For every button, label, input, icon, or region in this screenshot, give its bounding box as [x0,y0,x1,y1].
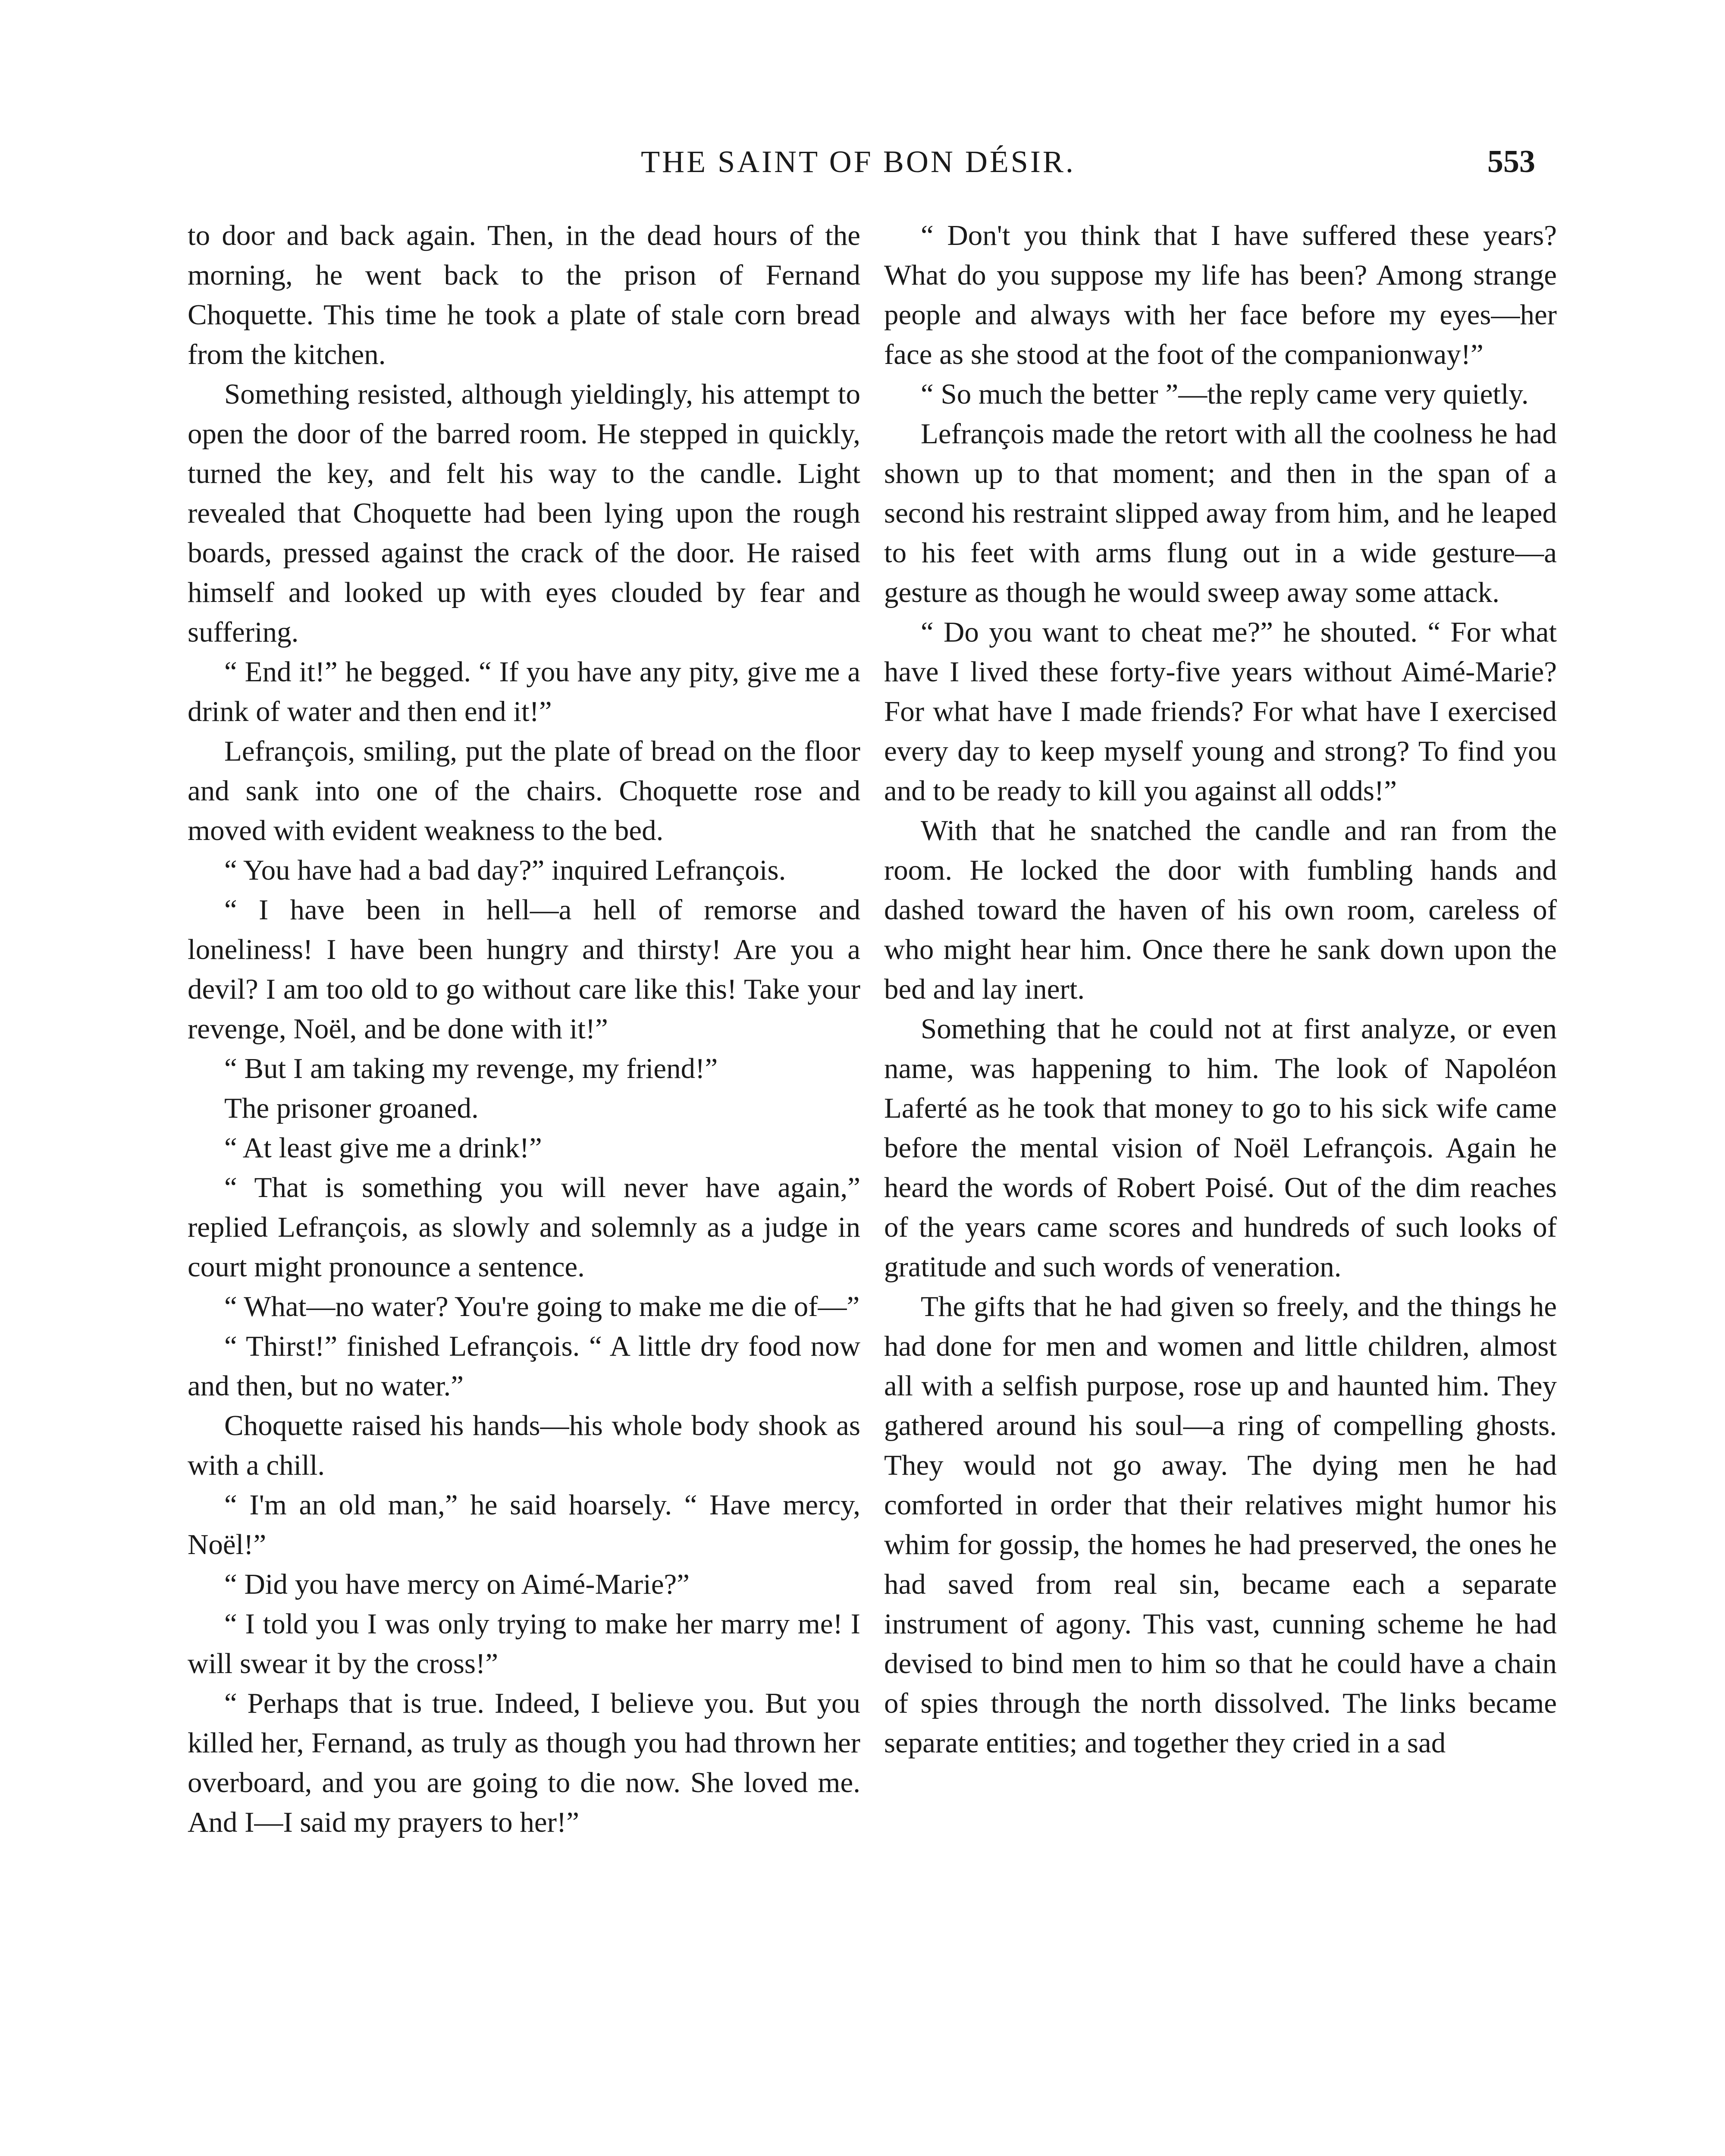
running-title: THE SAINT OF BON DÉSIR. [641,144,1076,179]
paragraph: “ So much the better ”—the reply came very quietly. [921,378,1529,410]
paragraph: “ That is something you will never have again,” replied Lefrançois, as slowly and solemnly as a judge in court might pronounce a sentence. [188,1172,860,1283]
page-header [181,138,1535,185]
paragraph: With that he snatched the candle and ran from the room. He locked the door with fumbling hands and dashed toward the haven of his own room, careless of who might hear him. Once there he sank down upon the bed and lay inert. [884,815,1557,1005]
paragraph: “ At least give me a drink!” [224,1132,542,1164]
left-column [188,216,860,1842]
right-column [884,216,1557,1763]
paragraph: Lefrançois made the retort with all the coolness he had shown up to that moment; and then in the span of a second his restraint slipped away from him, and he leaped to his feet with arms flung out in a wide gesture—a gesture as though he would sweep away some attack. [884,418,1557,608]
paragraph: Something that he could not at first analyze, or even name, was happening to him. The look of Napoléon Laferté as he took that money to go to his sick wife came before the mental vision of Noël Lefrançois. Again he heard the words of Robert Poisé. Out of the dim reaches of the years came scores and hundreds of such looks of gratitude and such words of veneration. [884,1013,1557,1283]
paragraph: The prisoner groaned. [224,1092,479,1124]
paragraph: “ What—no water? You're going to make me die of—” [224,1291,860,1322]
paragraph: Something resisted, although yieldingly, his attempt to open the door of the barred room. He stepped in quickly, turned the key, and felt his way to the candle. Light revealed that Choquette had been lying upon the rough boards, pressed against the crack of the door. He raised himself and looked up with eyes clouded by fear and suffering. [188,378,860,648]
paragraph: “ I told you I was only trying to make her marry me! I will swear it by the cross!” [188,1608,860,1680]
paragraph: “ I have been in hell—a hell of remorse and loneliness! I have been hungry and thirsty! Are you a devil? I am too old to go without care like this! Take your revenge, Noël, and be done with it!” [188,894,860,1045]
paragraph: Lefrançois, smiling, put the plate of bread on the floor and sank into one of the chairs. Choquette rose and moved with evident weakness to the bed. [188,735,860,846]
paragraph: “ Don't you think that I have suffered these years? What do you suppose my life has been? Among strange people and always with her face before my eyes—her face as she stood at the foot of the companionway!” [884,219,1557,370]
paragraph: to door and back again. Then, in the dead hours of the morning, he went back to the prison of Fernand Choquette. This time he took a plate of stale corn bread from the kitchen. [188,219,860,370]
paragraph: “ End it!” he begged. “ If you have any pity, give me a drink of water and then end it!” [188,656,860,727]
paragraph: “ Thirst!” finished Lefrançois. “ A little dry food now and then, but no water.” [188,1330,860,1402]
paragraph: Choquette raised his hands—his whole body shook as with a chill. [188,1410,860,1481]
paragraph: “ I'm an old man,” he said hoarsely. “ Have mercy, Noël!” [188,1489,860,1561]
paragraph: “ Perhaps that is true. Indeed, I believe you. But you killed her, Fernand, as truly as though you had thrown her overboard, and you are going to die now. She loved me. And I—I said my prayers to her!” [188,1687,860,1838]
paragraph: “ Do you want to cheat me?” he shouted. “ For what have I lived these forty-five years without Aimé-Marie? For what have I made friends? For what have I exercised every day to keep myself young and strong? To find you and to be ready to kill you against all odds!” [884,616,1557,807]
paragraph: “ But I am taking my revenge, my friend!” [224,1053,718,1084]
page-number: 553 [1487,144,1535,179]
paragraph: “ Did you have mercy on Aimé-Marie?” [224,1568,690,1600]
paragraph: “ You have had a bad day?” inquired Lefrançois. [224,854,786,886]
paragraph: The gifts that he had given so freely, and the things he had done for men and women and little children, almost all with a selfish purpose, rose up and haunted him. They gathered around his soul—a ring of compelling ghosts. They would not go away. The dying men he had comforted in order that their relatives might humor his whim for gossip, the homes he had preserved, the ones he had saved from real sin, became each a separate instrument of agony. This vast, cunning scheme he had devised to bind men to him so that he could have a chain of spies through the north dissolved. The links became separate entities; and together they cried in a sad [884,1291,1557,1759]
